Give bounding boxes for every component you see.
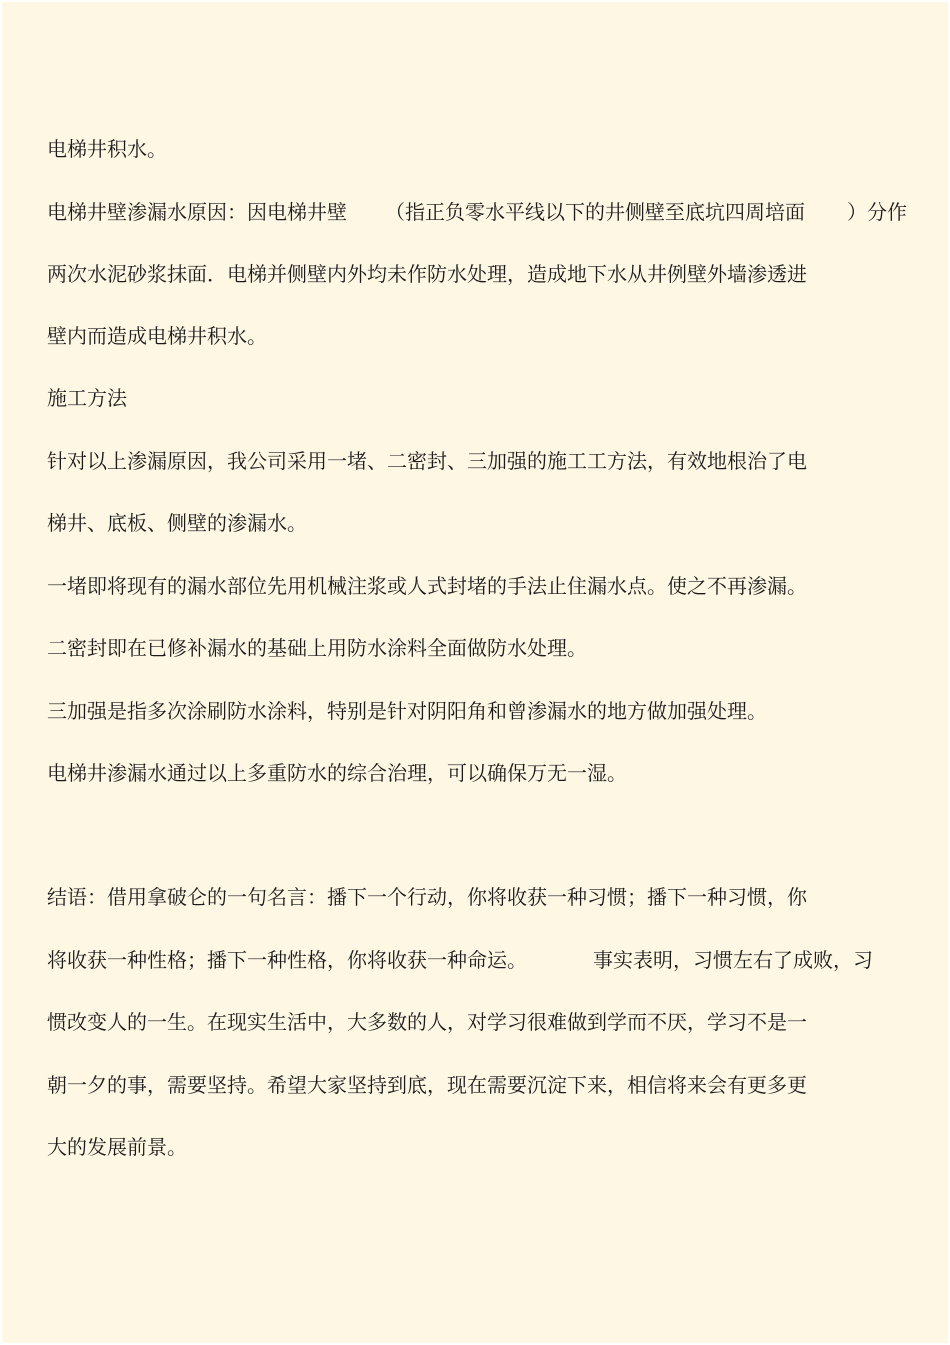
text-segment: （指正负零水平线以下的井侧壁至底坑四周培面 xyxy=(385,200,805,224)
paragraph-line: 二密封即在已修补漏水的基础上用防水涂料全面做防水处理。 xyxy=(47,636,587,660)
text-segment: ）分作 xyxy=(847,200,907,224)
paragraph-line: 壁内而造成电梯井积水。 xyxy=(47,324,267,348)
document-page xyxy=(2,2,948,1343)
paragraph-line: 两次水泥砂浆抹面．电梯并侧壁内外均未作防水处理，造成地下水从井例壁外墙渗透进 xyxy=(47,262,807,286)
paragraph-line: 结语：借用拿破仑的一句名言：播下一个行动，你将收获一种习惯；播下一种习惯，你 xyxy=(47,885,807,909)
paragraph-line: 针对以上渗漏原因，我公司采用一堵、二密封、三加强的施工工方法，有效地根治了电 xyxy=(47,449,807,473)
paragraph-line: 三加强是指多次涂刷防水涂料，特别是针对阴阳角和曾渗漏水的地方做加强处理。 xyxy=(47,699,767,723)
paragraph-line: 一堵即将现有的漏水部位先用机械注浆或人式封堵的手法止住漏水点。使之不再渗漏。 xyxy=(47,574,807,598)
paragraph-line: 大的发展前景。 xyxy=(47,1135,187,1159)
text-segment: 将收获一种性格；播下一种性格，你将收获一种命运。 xyxy=(47,948,527,972)
text-segment: 事实表明，习惯左右了成败，习 xyxy=(593,948,873,972)
paragraph-line: 惯改变人的一生。在现实生活中，大多数的人，对学习很难做到学而不厌，学习不是一 xyxy=(47,1010,807,1034)
text-segment: 电梯井壁渗漏水原因：因电梯井壁 xyxy=(47,200,347,224)
paragraph-line: 电梯井积水。 xyxy=(47,137,167,161)
paragraph-line: 朝一夕的事，需要坚持。希望大家坚持到底，现在需要沉淀下来，相信将来会有更多更 xyxy=(47,1073,807,1097)
paragraph-line: 梯井、底板、侧壁的渗漏水。 xyxy=(47,511,307,535)
section-heading: 施工方法 xyxy=(47,386,127,410)
paragraph-line: 电梯井渗漏水通过以上多重防水的综合治理，可以确保万无一湿。 xyxy=(47,761,627,785)
